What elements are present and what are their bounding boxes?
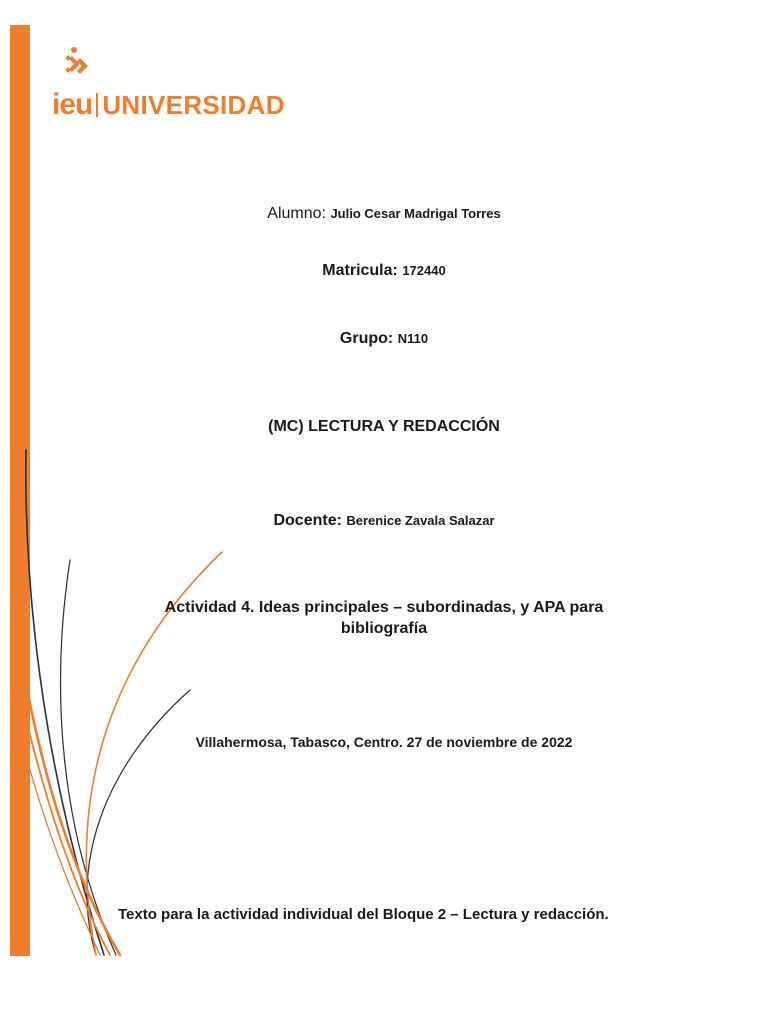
student-name: Julio Cesar Madrigal Torres xyxy=(330,206,501,221)
student-line xyxy=(0,205,768,223)
activity-title-line2: bibliografía xyxy=(340,620,428,637)
matricula-value: 172440 xyxy=(402,263,446,278)
place-date: Villahermosa, Tabasco, Centro. 27 de noviembre de 2022 xyxy=(195,734,573,750)
teacher-label: Docente: xyxy=(273,512,342,529)
activity-title-line1: Actividad 4. Ideas principales – subordinadas, y APA para xyxy=(164,599,604,616)
group-value: N110 xyxy=(397,331,429,346)
logo-prefix: ieu xyxy=(52,88,93,121)
teacher-line xyxy=(0,512,768,530)
course-title: (MC) LECTURA Y REDACCIÓN xyxy=(268,418,500,435)
group-line xyxy=(0,330,768,348)
matricula-line xyxy=(0,262,768,280)
footer-text: Texto para la actividad individual del Bloque 2 – Lectura y redacción. xyxy=(118,906,609,923)
ieu-logo xyxy=(52,44,292,124)
activity-title xyxy=(0,597,768,639)
logo-wordmark xyxy=(52,88,285,122)
logo-separator xyxy=(96,93,98,117)
teacher-name: Berenice Zavala Salazar xyxy=(346,513,495,528)
group-label: Grupo: xyxy=(339,330,394,347)
logo-name: UNIVERSIDAD xyxy=(102,90,285,120)
logo-chevron-icon xyxy=(60,44,96,84)
matricula-label: Matricula: xyxy=(322,262,398,279)
student-label: Alumno: xyxy=(267,205,326,222)
